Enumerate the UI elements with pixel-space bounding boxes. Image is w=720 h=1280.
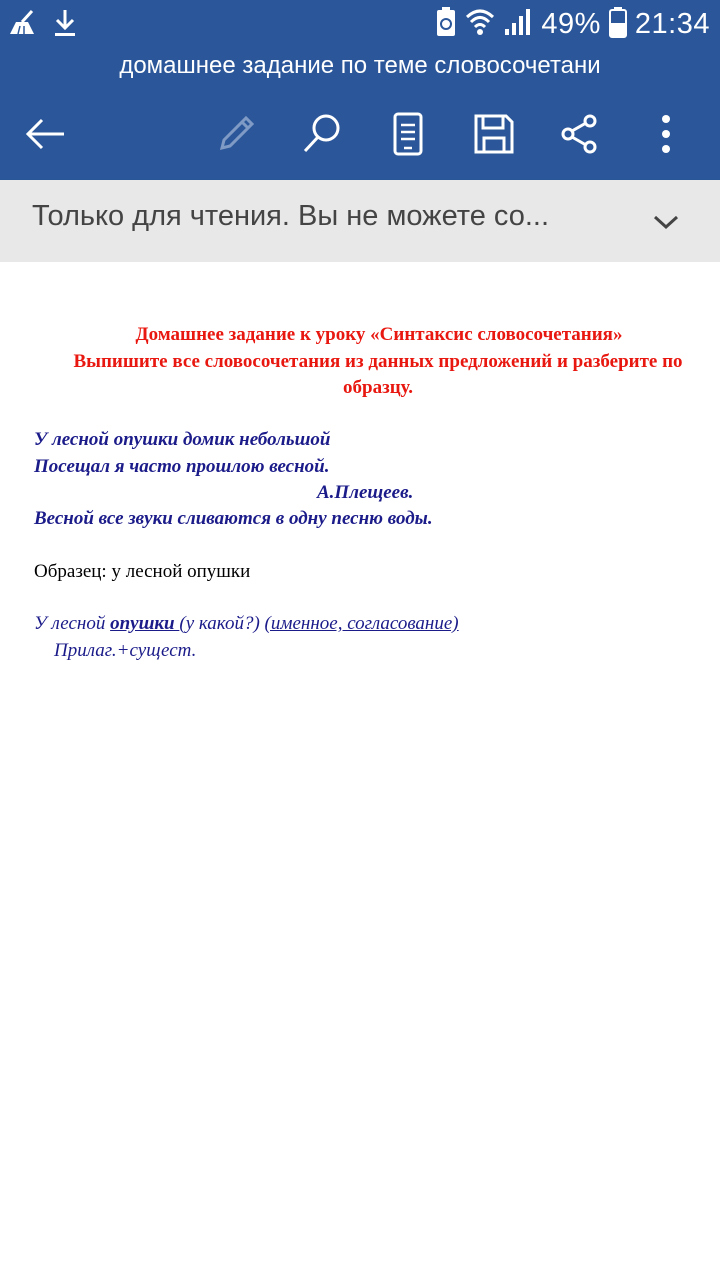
edit-pencil-icon[interactable] [212, 110, 260, 158]
example-main-word: опушки [110, 613, 180, 634]
example-question: (у какой?) [179, 613, 265, 634]
example-prefix: У лесной [34, 613, 111, 634]
search-icon[interactable] [298, 110, 346, 158]
back-arrow-icon[interactable] [22, 110, 70, 158]
more-options-icon[interactable] [642, 110, 690, 158]
broom-icon [6, 8, 38, 43]
read-only-banner[interactable] [0, 180, 720, 262]
poem-author: А.Плещеев. [317, 482, 414, 503]
clock: 21:34 [634, 8, 710, 40]
document-page[interactable] [0, 262, 720, 1280]
poem-line-2: Посещал я часто прошлою весной. [34, 456, 330, 477]
signal-icon [503, 7, 533, 42]
share-icon[interactable] [555, 110, 603, 158]
battery-saver-icon [435, 6, 457, 43]
poem-line-1: У лесной опушки домик небольшой [34, 429, 331, 450]
chevron-down-icon[interactable] [644, 202, 688, 242]
status-bar [0, 0, 720, 48]
poem-line-3: Весной все звуки сливаются в одну песню воды. [34, 508, 433, 529]
heading-line-2: Выпишите все словосочетания из данных предложений и разберите по [73, 351, 683, 372]
read-only-message: Только для чтения. Вы не можете со... [32, 200, 550, 232]
battery-icon [609, 6, 627, 43]
save-icon[interactable] [470, 110, 518, 158]
sample-label: Образец: у лесной опушки [34, 561, 251, 582]
heading-line-3: образцу. [343, 377, 413, 398]
mobile-view-icon[interactable] [384, 110, 432, 158]
battery-percent: 49% [541, 8, 601, 40]
download-icon [52, 8, 78, 43]
example-type: (именное, согласование) [264, 613, 459, 634]
wifi-icon [465, 7, 495, 42]
heading-line-1: Домашнее задание к уроку «Синтаксис словосочетания» [135, 324, 623, 345]
example-parts: Прилаг.+сущест. [54, 640, 197, 661]
example-line [34, 613, 459, 635]
app-bar [0, 0, 720, 180]
document-title: домашнее задание по теме словосочетани [119, 52, 601, 79]
